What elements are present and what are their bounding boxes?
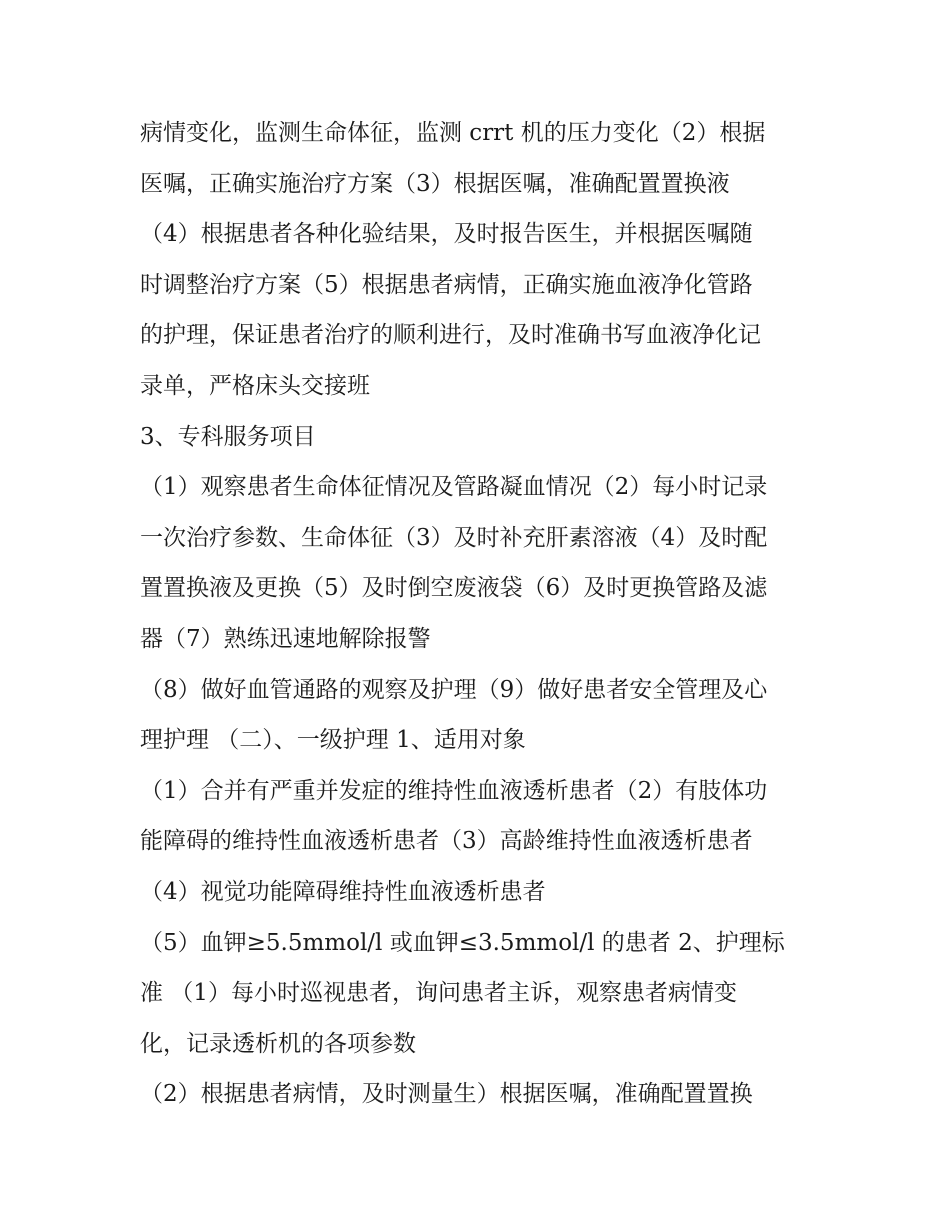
section-heading: 3、专科服务项目: [140, 423, 316, 450]
text-line: 理护理 （二）、一级护理 1、适用对象: [140, 727, 526, 754]
text-line: （1）合并有严重并发症的维持性血液透析患者（2）有肢体功: [140, 777, 768, 804]
text-line: （8）做好血管通路的观察及护理（9）做好患者安全管理及心: [140, 676, 768, 703]
text-line: 时调整治疗方案（5）根据患者病情，正确实施血液净化管路: [140, 271, 753, 298]
text-line: （4）根据患者各种化验结果，及时报告医生，并根据医嘱随: [140, 221, 753, 248]
text-line: 器（7）熟练迅速地解除报警: [140, 625, 431, 652]
text-line: 医嘱，正确实施治疗方案（3）根据医嘱，准确配置置换液: [140, 170, 730, 197]
text-line: （5）血钾≥5.5mmol/l 或血钾≤3.5mmol/l 的患者 2、护理标: [140, 929, 785, 956]
text-line: 置置换液及更换（5）及时倒空废液袋（6）及时更换管路及滤: [140, 575, 768, 602]
text-line: （4）视觉功能障碍维持性血液透析患者: [140, 878, 546, 905]
body-text: [140, 108, 830, 1120]
text-line: 录单，严格床头交接班: [140, 372, 370, 399]
text-line: （1）观察患者生命体征情况及管路凝血情况（2）每小时记录: [140, 474, 768, 501]
text-line: 病情变化，监测生命体征，监测 crrt 机的压力变化（2）根据: [140, 120, 766, 146]
text-line: 一次治疗参数、生命体征（3）及时补充肝素溶液（4）及时配: [140, 524, 768, 551]
text-line: （2）根据患者病情，及时测量生）根据医嘱，准确配置置换: [140, 1081, 753, 1108]
text-line: 能障碍的维持性血液透析患者（3）高龄维持性血液透析患者: [140, 828, 753, 855]
text-line: 化，记录透析机的各项参数: [140, 1030, 416, 1057]
text-line: 准 （1）每小时巡视患者，询问患者主诉，观察患者病情变: [140, 980, 737, 1007]
text-line: 的护理，保证患者治疗的顺利进行，及时准确书写血液净化记: [140, 322, 761, 349]
